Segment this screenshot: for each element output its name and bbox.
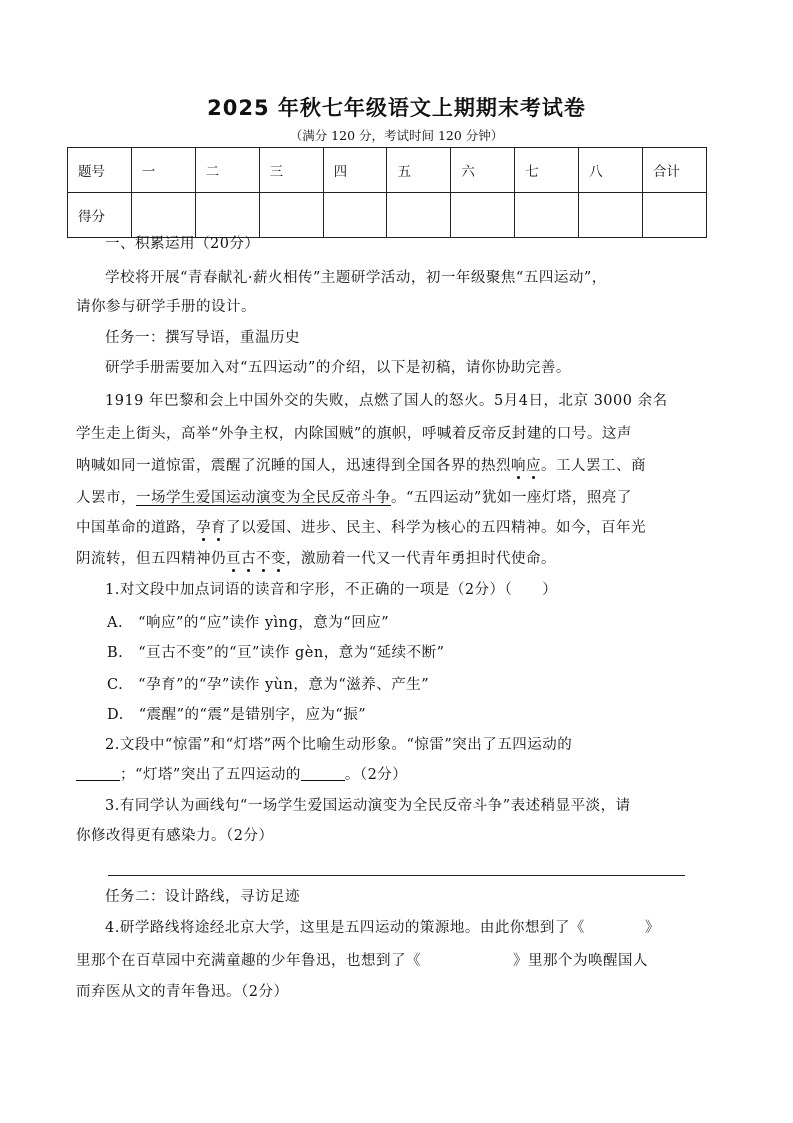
score-input-cell[interactable] bbox=[515, 193, 579, 238]
option-b[interactable]: B. “亘古不变”的“亘”读作 gèn，意为“延续不断” bbox=[107, 645, 445, 661]
passage-line: 学生走上街头，高举“外争主权，内除国贼”的旗帜，呼喊着反帝反封建的口号。这声 bbox=[76, 426, 632, 442]
question-stem: 2.文段中“惊雷”和“灯塔”两个比喻生动形象。“惊雷”突出了五四运动的 bbox=[105, 737, 573, 753]
passage-line: 人罢市，一场学生爱国运动演变为全民反帝斗争。“五四运动”犹如一座灯塔，照亮了 bbox=[76, 490, 632, 506]
score-input-cell[interactable] bbox=[451, 193, 515, 238]
question-line: 里那个在百草园中充满童趣的少年鲁迅，也想到了《 》里那个为唤醒国人 bbox=[76, 953, 648, 969]
question-stem: 1.对文段中加点词语的读音和字形，不正确的一项是（2分）（ ） bbox=[105, 582, 558, 598]
underlined-sentence: 一场学生爱国运动演变为全民反帝斗争 bbox=[136, 490, 391, 506]
exam-title: 2025 年秋七年级语文上期期末考试卷 bbox=[207, 96, 586, 120]
table-cell: 一 bbox=[131, 148, 195, 193]
intro-line: 学校将开展“青春献礼·薪火相传”主题研学活动，初一年级聚焦“五四运动”， bbox=[105, 270, 607, 286]
score-input-cell[interactable] bbox=[643, 193, 707, 238]
question-line: 你修改得更有感染力。（2分） bbox=[76, 828, 274, 844]
answer-blank[interactable] bbox=[301, 766, 345, 781]
task1-title: 任务一：撰写导语，重温历史 bbox=[105, 330, 300, 346]
table-cell: 得分 bbox=[68, 193, 132, 238]
dotted-char: 古 bbox=[241, 551, 256, 567]
section-heading: 一、积累运用（20分） bbox=[105, 236, 260, 252]
score-input-cell[interactable] bbox=[131, 193, 195, 238]
dotted-char: 变 bbox=[271, 551, 286, 567]
table-cell: 合计 bbox=[643, 148, 707, 193]
dotted-char: 亘 bbox=[226, 551, 241, 567]
dotted-char: 孕 bbox=[196, 520, 211, 536]
table-cell: 七 bbox=[515, 148, 579, 193]
option-c[interactable]: C. “孕育”的“孕”读作 yùn，意为“滋养、产生” bbox=[107, 677, 430, 693]
option-a[interactable]: A. “响应”的“应”读作 yìng，意为“回应” bbox=[107, 615, 390, 631]
table-cell: 二 bbox=[195, 148, 259, 193]
table-cell: 五 bbox=[387, 148, 451, 193]
exam-subtitle: （满分 120 分，考试时间 120 分钟） bbox=[289, 128, 504, 143]
question-line: ；“灯塔”突出了五四运动的 。（2分） bbox=[76, 765, 716, 785]
passage-line: 阴流转，但五四精神仍亘古不变，激励着一代又一代青年勇担时代使命。 bbox=[76, 551, 556, 567]
score-input-cell[interactable] bbox=[323, 193, 387, 238]
table-cell: 题号 bbox=[68, 148, 132, 193]
question-stem: 3.有同学认为画线句“一场学生爱国运动演变为全民反帝斗争”表述稍显平淡，请 bbox=[105, 798, 631, 814]
task2-title: 任务二：设计路线，寻访足迹 bbox=[105, 889, 300, 905]
question-stem: 4.研学路线将途经北京大学，这里是五四运动的策源地。由此你想到了《 》 bbox=[105, 920, 660, 936]
question-line: 而弃医从文的青年鲁迅。（2分） bbox=[76, 984, 289, 1000]
passage-line: 1919 年巴黎和会上中国外交的失败，点燃了国人的怒火。5月4日，北京 3000 余名 bbox=[105, 393, 668, 409]
dotted-char: 不 bbox=[256, 551, 271, 567]
table-cell: 四 bbox=[323, 148, 387, 193]
score-input-cell[interactable] bbox=[259, 193, 323, 238]
score-table-score-row bbox=[68, 193, 707, 238]
table-cell: 六 bbox=[451, 148, 515, 193]
passage-line: 呐喊如同一道惊雷，震醒了沉睡的国人，迅速得到全国各界的热烈响应。工人罢工、商 bbox=[76, 458, 646, 474]
task1-desc: 研学手册需要加入对“五四运动”的介绍，以下是初稿，请你协助完善。 bbox=[105, 360, 571, 376]
option-d[interactable]: D. “震醒”的“震”是错别字，应为“振” bbox=[107, 707, 367, 723]
score-input-cell[interactable] bbox=[387, 193, 451, 238]
answer-line[interactable] bbox=[108, 875, 685, 876]
table-cell: 八 bbox=[579, 148, 643, 193]
score-table-header-row bbox=[68, 148, 707, 193]
score-table bbox=[67, 147, 707, 238]
intro-line: 请你参与研学手册的设计。 bbox=[76, 299, 256, 315]
score-input-cell[interactable] bbox=[579, 193, 643, 238]
score-input-cell[interactable] bbox=[195, 193, 259, 238]
dotted-char: 育 bbox=[211, 520, 226, 536]
answer-blank[interactable] bbox=[76, 766, 120, 781]
passage-line: 中国革命的道路，孕育了以爱国、进步、民主、科学为核心的五四精神。如今，百年光 bbox=[76, 520, 646, 536]
dotted-char: 响 bbox=[511, 458, 526, 474]
dotted-char: 应 bbox=[526, 458, 541, 474]
table-cell: 三 bbox=[259, 148, 323, 193]
